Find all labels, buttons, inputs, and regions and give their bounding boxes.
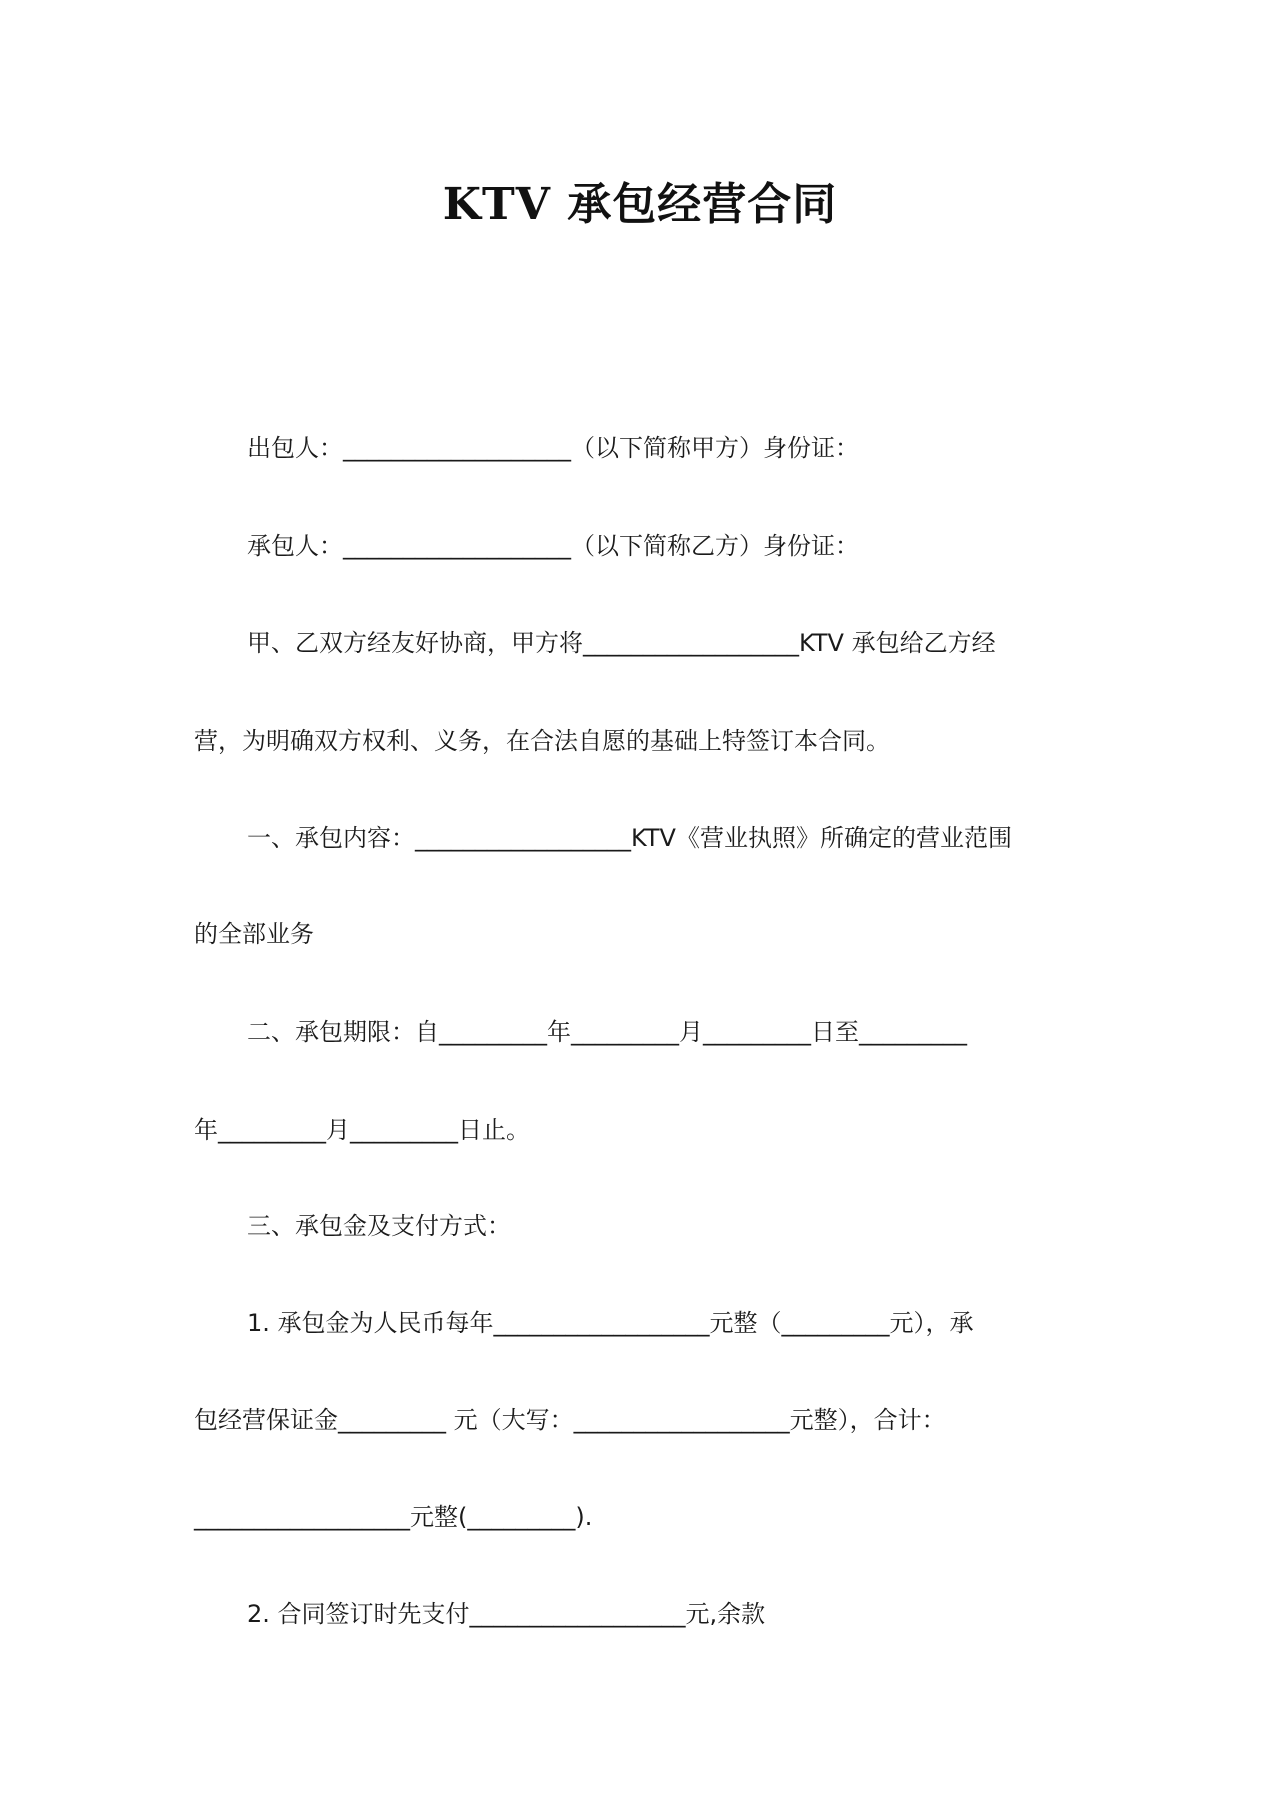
clause-2-line-2: 年_________月_________日止。	[194, 1116, 530, 1144]
clause-3-item-1-line-2: 包经营保证金_________ 元（大写：__________________元整），合计：	[194, 1406, 946, 1434]
clause-3-heading: 三、承包金及支付方式：	[247, 1212, 511, 1240]
clause-3-item-1-line-1: 1. 承包金为人民币每年__________________元整（_________元），承	[247, 1309, 974, 1337]
preamble-line-1: 甲、乙双方经友好协商，甲方将__________________KTV 承包给乙方经	[247, 629, 996, 657]
clause-3-item-2-line-1: 2. 合同签订时先支付__________________元,余款	[247, 1600, 766, 1628]
clause-2-line-1: 二、承包期限：自_________年_________月_________日至_________	[247, 1018, 967, 1046]
clause-3-item-1-line-3: __________________元整(_________).	[194, 1503, 593, 1531]
clause-1-line-1: 一、承包内容：__________________KTV《营业执照》所确定的营业范围	[247, 824, 1012, 852]
lessee-line: 承包人：___________________（以下简称乙方）身份证：	[247, 532, 859, 560]
document-title: KTV 承包经营合同	[442, 179, 838, 230]
lessor-line: 出包人：___________________（以下简称甲方）身份证：	[247, 434, 859, 462]
preamble-line-2: 营，为明确双方权利、义务，在合法自愿的基础上特签订本合同。	[194, 727, 890, 755]
clause-1-line-2: 的全部业务	[194, 920, 314, 948]
